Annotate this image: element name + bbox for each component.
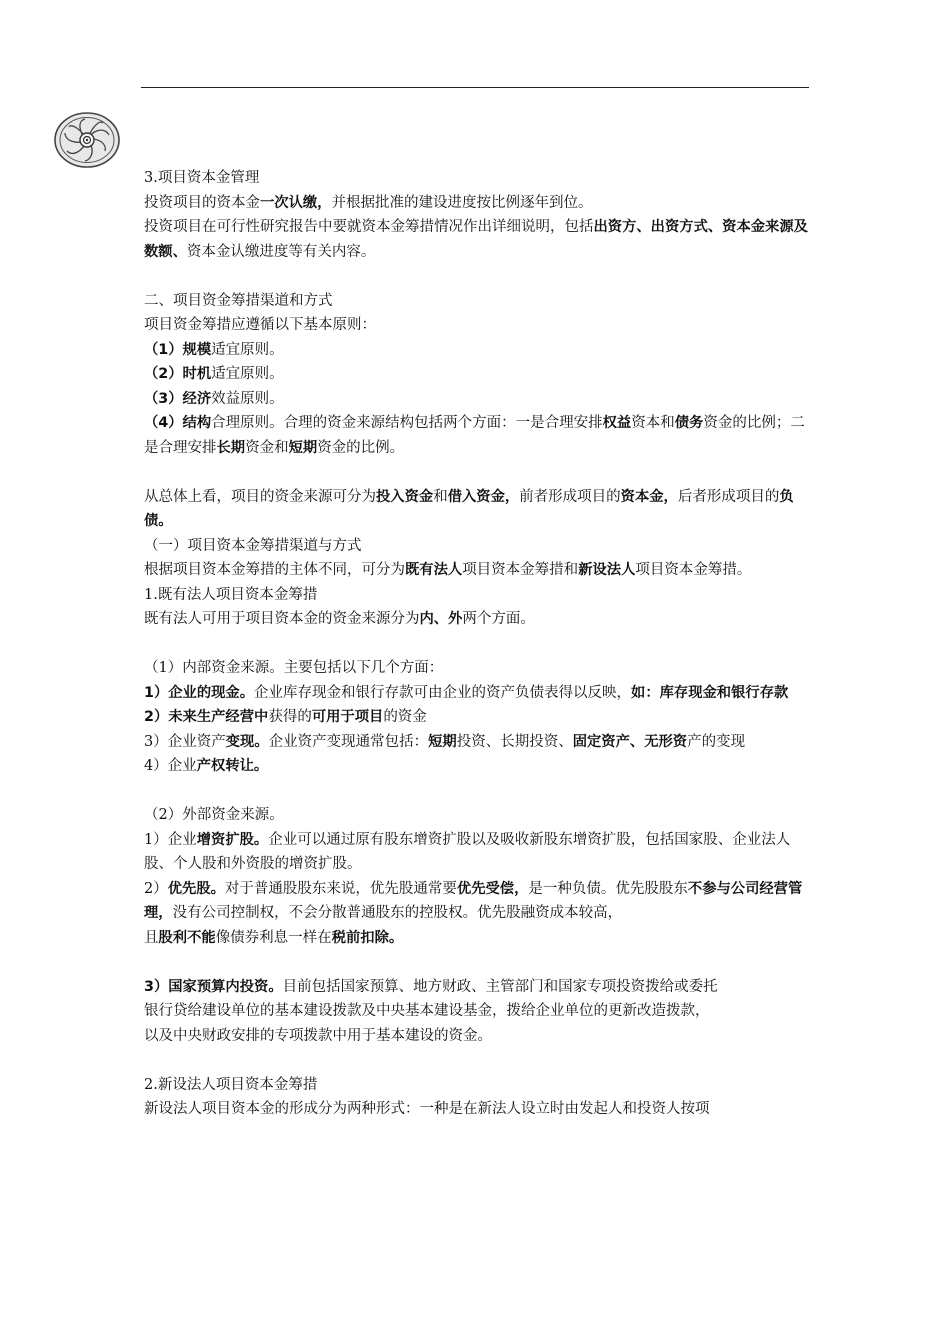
text-run: 没有公司控制权，不会分散普通股东的控股权。优先股融资成本较高， — [172, 905, 623, 921]
bold-text: 固定资产、无形资 — [572, 733, 688, 750]
bold-text: 优先股。 — [167, 880, 225, 897]
text-run: 项目资本金筹措。 — [635, 562, 752, 578]
bold-text: 借入资金， — [447, 488, 520, 505]
text-run: 资本金认缴进度等有关内容。 — [186, 243, 376, 260]
bold-text: 新设法人 — [578, 562, 636, 578]
text-run: （1）内部资金来源。主要包括以下几个方面： — [144, 660, 444, 676]
text-run: 1.既有法人项目资本金筹措 — [144, 586, 318, 603]
text-run: 是一种负债。优先股股东 — [528, 880, 688, 897]
blank-line — [144, 950, 816, 975]
text-run: 投资、长期投资、 — [456, 733, 573, 750]
bold-text: 不参与公司经营管理， — [144, 880, 803, 921]
text-run: 两个方面。 — [462, 611, 535, 627]
text-run: 3）企业资产 — [144, 733, 226, 750]
text-run: 效益原则。 — [211, 390, 284, 407]
bold-text: 变现。 — [225, 733, 269, 750]
text-run: 后者形成项目的 — [677, 488, 780, 505]
text-run: 根据项目资本金筹措的主体不同，可分为 — [144, 562, 405, 578]
bold-text: 产权转让。 — [196, 758, 269, 774]
text-run: 以及中央财政安排的专项拨款中用于基本建设的资金。 — [144, 1027, 492, 1044]
bold-text: 债务 — [674, 415, 704, 431]
bold-text: 出资方、出资方式、资本金来源及数额、 — [144, 219, 808, 260]
paragraph — [144, 338, 816, 363]
paragraph — [144, 215, 816, 264]
paragraph — [144, 558, 816, 583]
text-run: 的资金 — [383, 709, 427, 725]
bold-text: （3）经济 — [144, 390, 212, 407]
bold-text: 投入资金 — [376, 488, 434, 505]
text-run: 企业库存现金和银行存款可由企业的资产负债表得以反映， — [254, 684, 632, 701]
paragraph — [144, 387, 816, 412]
paragraph — [144, 754, 816, 779]
paragraph — [144, 828, 816, 877]
text-run: 项目资本金筹措和 — [462, 562, 579, 578]
paragraph — [144, 681, 816, 706]
bold-text: 权益 — [602, 415, 632, 431]
bold-text: 2）未来生产经营中 — [144, 709, 269, 725]
bold-text: 负债。 — [144, 488, 794, 529]
bold-text: 可用于项目 — [311, 709, 384, 725]
text-run: （一）项目资本金筹措渠道与方式 — [144, 537, 362, 554]
text-run: 适宜原则。 — [211, 341, 284, 358]
paragraph — [144, 1024, 816, 1049]
blank-line — [144, 1048, 816, 1073]
bold-text: 1）企业的现金。 — [144, 684, 255, 701]
text-run: 前者形成项目的 — [519, 488, 621, 505]
text-run: 4）企业 — [144, 758, 197, 774]
text-run: （2）外部资金来源。 — [144, 807, 284, 823]
paragraph — [144, 999, 816, 1024]
bold-text: 内、外 — [419, 611, 463, 627]
blank-line — [144, 632, 816, 657]
text-run: 对于普通股股东来说，优先股通常要 — [224, 880, 457, 897]
text-run: 企业资产变现通常包括： — [268, 733, 429, 750]
text-run: 和 — [433, 488, 448, 505]
text-run: 资金的比例。 — [317, 439, 405, 456]
text-run: 像债券利息一样在 — [215, 929, 332, 946]
text-run: 目前包括国家预算、地方财政、主管部门和国家专项投资拨给或委托 — [282, 978, 718, 995]
text-run: 产的变现 — [687, 733, 746, 750]
text-run: 资金和 — [245, 439, 289, 456]
paragraph — [144, 534, 816, 559]
header-rule — [141, 87, 809, 88]
paragraph — [144, 730, 816, 755]
bold-text: 股利不能 — [158, 929, 216, 946]
paragraph — [144, 1097, 816, 1122]
document-body — [144, 166, 816, 1122]
paragraph — [144, 656, 816, 681]
text-run: 获得的 — [268, 709, 312, 725]
bold-text: 一次认缴， — [260, 194, 332, 211]
text-run: 企业可以通过原有股东增资扩股以及吸收新股东增资扩股，包括国家股、企业法人股、个人股和外资股的增资扩股。 — [144, 831, 791, 872]
text-run: 合理原则。合理的资金来源结构包括两个方面：一是合理安排 — [211, 415, 603, 431]
text-run: 银行贷给建设单位的基本建设拨款及中央基本建设基金，拨给企业单位的更新改造拨款， — [144, 1003, 710, 1019]
text-run: 从总体上看，项目的资金来源可分为 — [144, 488, 376, 505]
text-run: 资本和 — [631, 415, 675, 431]
text-run: 适宜原则。 — [211, 366, 284, 382]
bold-text: 优先受偿， — [456, 880, 529, 897]
paragraph — [144, 362, 816, 387]
text-run: 项目资金筹措应遵循以下基本原则： — [144, 317, 376, 333]
blank-line — [144, 460, 816, 485]
bold-text: （4）结构 — [144, 415, 212, 431]
spiral-flower-emblem-icon — [53, 111, 121, 169]
paragraph — [144, 705, 816, 730]
text-run: 投资项目在可行性研究报告中要就资本金筹措情况作出详细说明，包括 — [144, 219, 594, 235]
blank-line — [144, 779, 816, 804]
paragraph — [144, 166, 816, 191]
text-run: 新设法人项目资本金的形成分为两种形式：一种是在新法人设立时由发起人和投资人按项 — [144, 1101, 710, 1117]
bold-text: 资本金， — [620, 488, 678, 505]
text-run: 2） — [144, 880, 168, 897]
paragraph — [144, 975, 816, 1000]
text-run: 既有法人可用于项目资本金的资金来源分为 — [144, 611, 420, 627]
bold-text: （2）时机 — [144, 366, 212, 382]
bold-text: 短期 — [428, 733, 457, 750]
text-run: 且 — [144, 929, 159, 946]
bold-text: 如：库存现金和银行存款 — [631, 684, 789, 701]
paragraph — [144, 313, 816, 338]
text-run: 1）企业 — [144, 831, 197, 848]
bold-text: （1）规模 — [144, 341, 212, 358]
paragraph — [144, 803, 816, 828]
bold-text: 长期 — [216, 439, 246, 456]
bold-text: 短期 — [288, 439, 318, 456]
text-run: 投资项目的资本金 — [144, 194, 260, 211]
paragraph — [144, 411, 816, 460]
blank-line — [144, 264, 816, 289]
bold-text: 增资扩股。 — [196, 831, 269, 848]
paragraph — [144, 926, 816, 951]
text-run: 资金的比例；二是合理安排 — [144, 415, 805, 456]
paragraph — [144, 289, 816, 314]
bold-text: 税前扣除。 — [331, 929, 404, 946]
paragraph — [144, 485, 816, 534]
paragraph — [144, 191, 816, 216]
paragraph — [144, 1073, 816, 1098]
bold-text: 3）国家预算内投资。 — [144, 978, 283, 995]
text-run: 2.新设法人项目资本金筹措 — [144, 1076, 318, 1093]
paragraph — [144, 877, 816, 926]
paragraph — [144, 607, 816, 632]
text-run: 并根据批准的建设进度按比例逐年到位。 — [331, 194, 593, 211]
bold-text: 既有法人 — [405, 562, 463, 578]
text-run: 3.项目资本金管理 — [144, 170, 260, 186]
paragraph — [144, 583, 816, 608]
text-run: 二、项目资金筹措渠道和方式 — [144, 292, 333, 309]
